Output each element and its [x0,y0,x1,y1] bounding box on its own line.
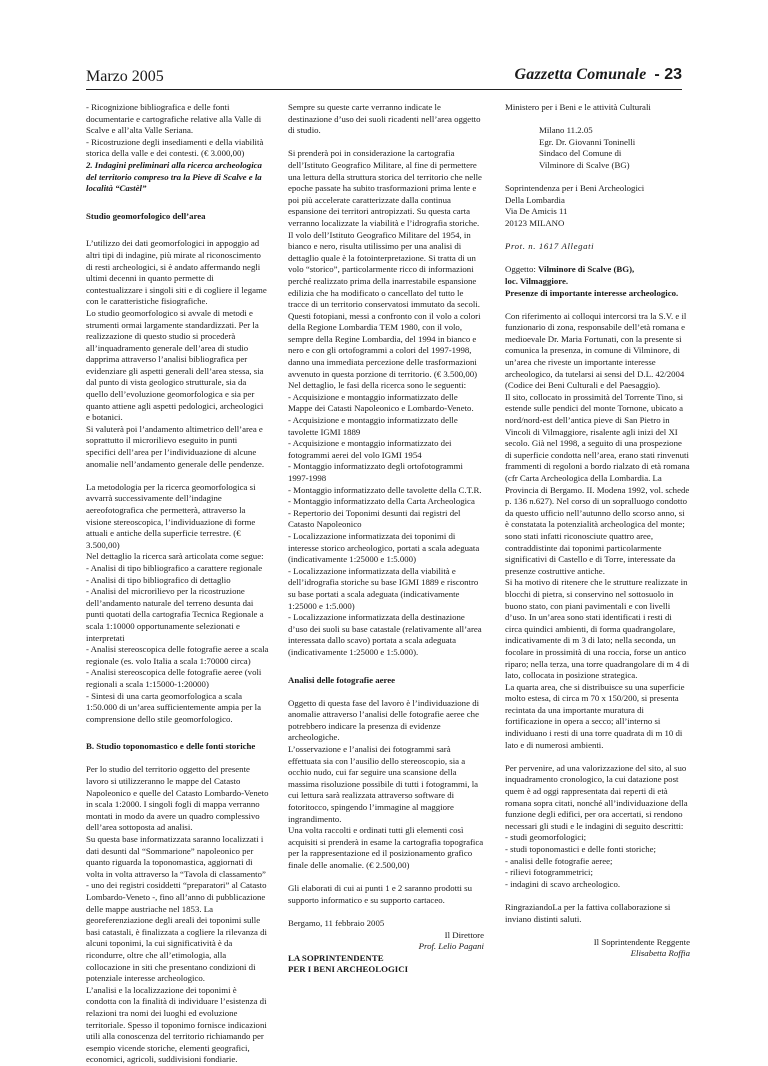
address-line: Egr. Dr. Giovanni Toninelli [539,136,636,147]
page-number: - 23 [654,66,682,83]
office-line: Della Lombardia [505,194,565,205]
paragraph: Si valuterà poi l’andamento altimetrico dell’area e soprattutto il microrilievo eseguito in punti specifici dell’area per l’individuazione di alcune anomalie nell’andamento generale delle pendenze. [86,423,265,469]
paragraph: Il sito, collocato in prossimità del Torrente Tino, si estende sulle pendici del monte Tornone, ubicato a nord/nord-est dell’antica pieve di San Pietro in Vincoli di Vilmaggiore, risalente agli inizi del XI secolo. Già nel 1998, a seguito di una prospezione di superficie condotta nell’area, erano stati rinvenuti frammenti di regoloni a bordo rialzato di età romana (cfr Carta Archeologica della Lombardia. La Provincia di Bergamo. II. Modena 1992, vol. schede p. 136 n.627). Nel corso di un sopralluogo condotto da questo ufficio nell’autunno dello scorso anno, si è constatata la potenzialità archeologica del monte; sono stati infatti riconosciute quattro aree, contraddistinte dai toponimi particolarmente significativi di Castello e di Torre, interessate da presenze costruttive antiche. [505,391,690,576]
list-item: - Acquisizione e montaggio informatizzato delle Mappe dei Catasti Napoleonico e Lombardo-Veneto. [288,391,474,414]
section-heading: Analisi delle fotografie aeree [288,674,396,685]
list-item: - rilievi fotogrammetrici; [505,867,593,878]
paragraph: Per pervenire, ad una valorizzazione del sito, al suo inquadramento cronologico, la cui datazione post quem è ad oggi rappresentata dai reperti di età romana sopra citati, nonché all’individuazione della funzione degli edifici, per ora accertati, si rendono necessari gli studi e le indagini di seguito descritti: [505,762,688,831]
address-line: Milano 11.2.05 [539,125,593,136]
paragraph: Gli elaborati di cui ai punti 1 e 2 saranno prodotti su supporto informatico e su supporto cartaceo. [288,883,472,905]
list-item: - Analisi di tipo bibliografico di dettaglio [86,574,231,585]
list-item: - Analisi del microrilievo per la ricostruzione dell’andamento naturale del terreno desunta dai punti quotati della cartografia Tecnica Regionale a scala 1:10000 opportunamente selezionati e interpretati [86,586,264,643]
paragraph: Nel dettaglio, le fasi della ricerca sono le seguenti: [288,380,467,391]
ministry-line: Ministero per i Beni e le attività Culturali [505,102,651,112]
list-item: - Acquisizione e montaggio informatizzato dei fotogrammi aerei del volo IGMI 1954 [288,438,452,460]
list-item: - Localizzazione informatizzata della viabilità e dell’idrografia storiche su base IGMI 1889 e riscontro su base portati a scala adeguata (indicativamente 1:25000 e 1:5.000) [288,565,479,611]
signatory-name: Prof. Lelio Pagani [418,941,484,952]
list-item: - Analisi stereoscopica delle fotografie aeree (voli regionali a scala 1:15000-1:20000) [86,667,262,689]
letter-heading: PER I BENI ARCHEOLOGICI [288,964,409,975]
paragraph: Per lo studio del territorio oggetto del presente lavoro si utilizzeranno le mappe del Catasto Napoleonico e quelle del Catasto Lombardo-Veneto in scala 1:2000. I singoli fogli di mappa verranno montati in modo da avere un quadro complessivo dell’area sottoposta ad analisi. [86,764,269,833]
list-item: - studi toponomastici e delle fonti storiche; [505,844,656,854]
list-item: - Analisi stereoscopica delle fotografie aeree a scala regionale (es. volo Italia a scala 1:70000 circa) [86,644,269,666]
paragraph: - Ricognizione bibliografica e delle fonti documentarie e cartografiche relative alla Valle di Scalve e all’alta Valle Seriana. [86,102,262,136]
paragraph: La metodologia per la ricerca geomorfologica si avvarrà successivamente dell’indagine aereofotografica che permetterà, attraverso la visione stereoscopica, l’individuazione di forme attuali e antiche della superficie terrestre. (€ 3.500,00) [86,481,256,550]
list-item: - Analisi di tipo bibliografico a carattere regionale [86,562,263,573]
paragraph: - Ricostruzione degli insediamenti e della viabilità storica della valle e dei contesti. (€ 3.000,00) [86,136,264,159]
subject-text: loc. Vilmaggiore. [505,275,569,286]
paragraph: L’analisi e la localizzazione dei toponimi è condotta con la finalità di individuare l’esistenza di relazioni tra nomi dei luoghi ed evoluzione territoriale. Spesso il toponimo fornisce indicazioni utili alla conoscenza del territorio richiamando per esempio vicende storiche, elementi geografici, economici, agricoli, suddivisioni fondiarie. [86,984,267,1065]
address-line: Sindaco del Comune di [539,148,622,159]
section-heading: B. Studio toponomastico e delle fonti storiche [86,741,256,752]
letter-heading: LA SOPRINTENDENTE [288,952,384,963]
office-line: 20123 MILANO [505,217,565,228]
subject-label: Oggetto: [505,264,538,275]
place-date: Bergamo, 11 febbraio 2005 [288,917,385,928]
paragraph: Si ha motivo di ritenere che le strutture realizzate in blocchi di pietra, si conservino nel sottosuolo in buono stato, con piani pavimentali e con livelli d’uso. In un’area sono stati identificati i resti di circa quindici ambienti, di forma quadrangolare, indicativamente di m 3 di lato; nella seconda, un focolare in prossimità di una roccia, forse un antico riparo; nella terza, una torre quadrangolare di m 4 di lato, collocata in posizione strategica. [505,577,690,681]
paragraph: L’osservazione e l’analisi dei fotogrammi sarà effettuata sia con l’ausilio dello stereoscopio, sia a occhio nudo, cui far seguire una scansione della massima risoluzione possibile di tutti i fotogrammi, la cui lettura sarà realizzata attraverso software di fotoritocco, spingendo l’immagine al maggiore ingrandimento. [288,744,479,824]
signatory-name: Elisabetta Roffia [630,948,690,959]
list-item: - Acquisizione e montaggio informatizzato delle tavolette IGMI 1889 [288,415,458,437]
list-item: - studi geomorfologici; [505,832,587,843]
paragraph: Il volo dell’Istituto Geografico Militare del 1954, in bianco e nero, risulta utilissimo per una analisi di dettaglio quale è la fotointerpretazione. Si tratta di un volo “storico”, particolarmente ricco di informazioni perché realizzato prima della inarrestabile espansione edilizia che ha modificato o cancellato del tutto le tracce di un territorio conservatosi immutato da secoli. Questi fotopiani, messi a confronto con il volo a colori della Regione Lombardia TEM 1980, con il volo, sempre della Regine Lombardia, del 1994 in bianco e nero e con gli ortofogrammi a colori del 1997-1998, danno una immediata percezione delle trasformazioni avvenuto in questa porzione di territorio. (€ 3.500,00) [288,229,481,379]
list-item: - Localizzazione informatizzata dei toponimi di interesse storico archeologico, portati a scala adeguata (indicativamente 1:25000 e 1:5.000) [288,530,480,565]
paragraph: Lo studio geomorfologico si avvale di metodi e strumenti ormai largamente standardizzati. Per la realizzazione di questo studio si procederà all’inquadramento generale dell’area di studio dapprima attraverso l’analisi bibliografica per evidenziare gli aspetti generali dell’area stessa, sia dal punto di vista geologico strutturale, sia da quello dell’evoluzione geomorfologica e sia per quanto attiene agli aspetti pedologici, archeologici e botanici. [86,307,264,423]
paragraph: Si prenderà poi in considerazione la cartografia dell’Istituto Geografico Militare, al fine di permettere una lettura della struttura storica del territorio che nelle epoche passate ha subito trasformazioni prima lente e poi più accelerate caratterizzate dalla continua espansione dei territori antropizzati. Su questa carta verranno localizzate la viabilità e l’idrografia storiche. [288,148,482,228]
paragraph: RingraziandoLa per la fattiva collaborazione si inviano distinti saluti. [505,901,671,924]
subject-text: Presenze di importante interesse archeologico. [505,287,679,298]
address-line: Vilminore di Scalve (BG) [539,159,630,170]
signatory-title: Il Soprintendente Reggente [593,936,690,947]
list-item: - analisi delle fotografie aeree; [505,855,613,866]
protocol-line: Prot. n. 1617 Allegati [505,241,595,252]
list-item: - Repertorio dei Toponimi desunti dai registri del Catasto Napoleonico [288,507,461,530]
section-title: 2. Indagini preliminari alla ricerca archeologica del territorio compreso tra la Pieve di Scalve e la località “Castèl” [86,159,262,194]
subject-line [505,264,690,276]
paragraph: Su questa base informatizzata saranno localizzati i dati desunti dal “Sommarione” napoleonico per quanto riguarda la toponomastica, aggiornati di volta in volta attraverso la “Tavola di classamento” - uno dei registri cosiddetti “preparatori” al Catasto Lombardo-Veneto -, fino all’anno di pubblicazione delle mappe austriache nel 1853. La georeferenziazione degli areali dei toponimi sulle basi catastali, è finalizzata a cogliere la rilevanza di alcuni toponimi, la cui significatività è da ricondurre, oltre che all’etimologia, alla collocazione in siti che presentano condizioni di potenziale interesse archeologico. [86,834,267,984]
signatory-title: Il Direttore [444,929,484,940]
list-item: - Montaggio informatizzato delle tavolette della C.T.R. [288,484,482,495]
paragraph: Oggetto di questa fase del lavoro è l’individuazione di anomalie attraverso l’analisi delle fotografie aeree che potrebbero indicare la presenza di evidenze archeologiche. [288,697,480,743]
list-item: - Montaggio informatizzato degli ortofotogrammi 1997-1998 [288,461,463,483]
list-item: - Montaggio informatizzato della Carta Archeologica [288,496,475,507]
issue-date: Marzo 2005 [86,68,164,85]
paragraph: Con riferimento ai colloqui intercorsi tra la S.V. e il funzionario di zona, responsabile dell’età romana e medioevale Dr. Maria Fortunati, con la presente si comunica la presenza, in comune di Vilminore, di un’area che riveste un importante interesse archeologico, da tutelarsi ai sensi del D.L. 42/2004 (Codice dei Beni Culturali e del Paesaggio). [505,310,687,391]
paragraph: Una volta raccolti e ordinati tutti gli elementi così acquisiti si prenderà in esame la cartografia topografica per la rappresentazione ed il posizionamento grafico finale delle anomalie. (€ 2.500,00) [288,825,484,870]
paragraph: Sempre su queste carte verranno indicate le destinazione d’uso dei suoli ricadenti nell’area oggetto di studio. [288,102,481,136]
list-item: - indagini di scavo archeologico. [505,878,621,889]
column-left [86,102,269,1066]
subject-text: Vilminore di Scalve (BG), [537,264,635,275]
header-rule [86,89,682,90]
recipient-block [505,125,690,171]
paragraph: La quarta area, che si distribuisce su una superficie molto estesa, di circa m 70 x 150/200, si presenta recintata da una importante muratura di fortificazione in opera a secco; all’interno si individuano i resti di una torre quadrata di m 10 di lato e di numerosi ambienti. [505,681,685,750]
masthead [515,66,682,84]
office-line: Via De Amicis 11 [505,206,568,217]
paragraph: Nel dettaglio la ricerca sarà articolata come segue: [86,551,264,562]
list-item: - Sintesi di una carta geomorfologica a scala 1:50.000 di un’area sufficientemente ampia per la comprensione dello stile geomorfologico. [86,690,261,724]
list-item: - Localizzazione informatizzata della destinazione d’uso dei suoli su base catastale (relativamente all’area interessata dallo scavo) portata a scala adeguata (indicativamente 1:25000 e 1:5.000). [288,612,482,657]
paragraph: L’utilizzo dei dati geomorfologici in appoggio ad altri tipi di indagine, più mirate al riconoscimento di resti archeologici, si è andato affermando negli ultimi decenni in quanto permette di contestualizzare i singoli siti e di cogliere il legame con le caratteristiche fisiografiche. [86,238,267,307]
section-heading: Studio geomorfologico dell’area [86,210,206,221]
column-right [505,102,690,960]
column-middle [288,102,484,976]
publication-name: Gazzetta Comunale [514,66,647,83]
office-line: Soprintendenza per i Beni Archeologici [505,183,645,194]
